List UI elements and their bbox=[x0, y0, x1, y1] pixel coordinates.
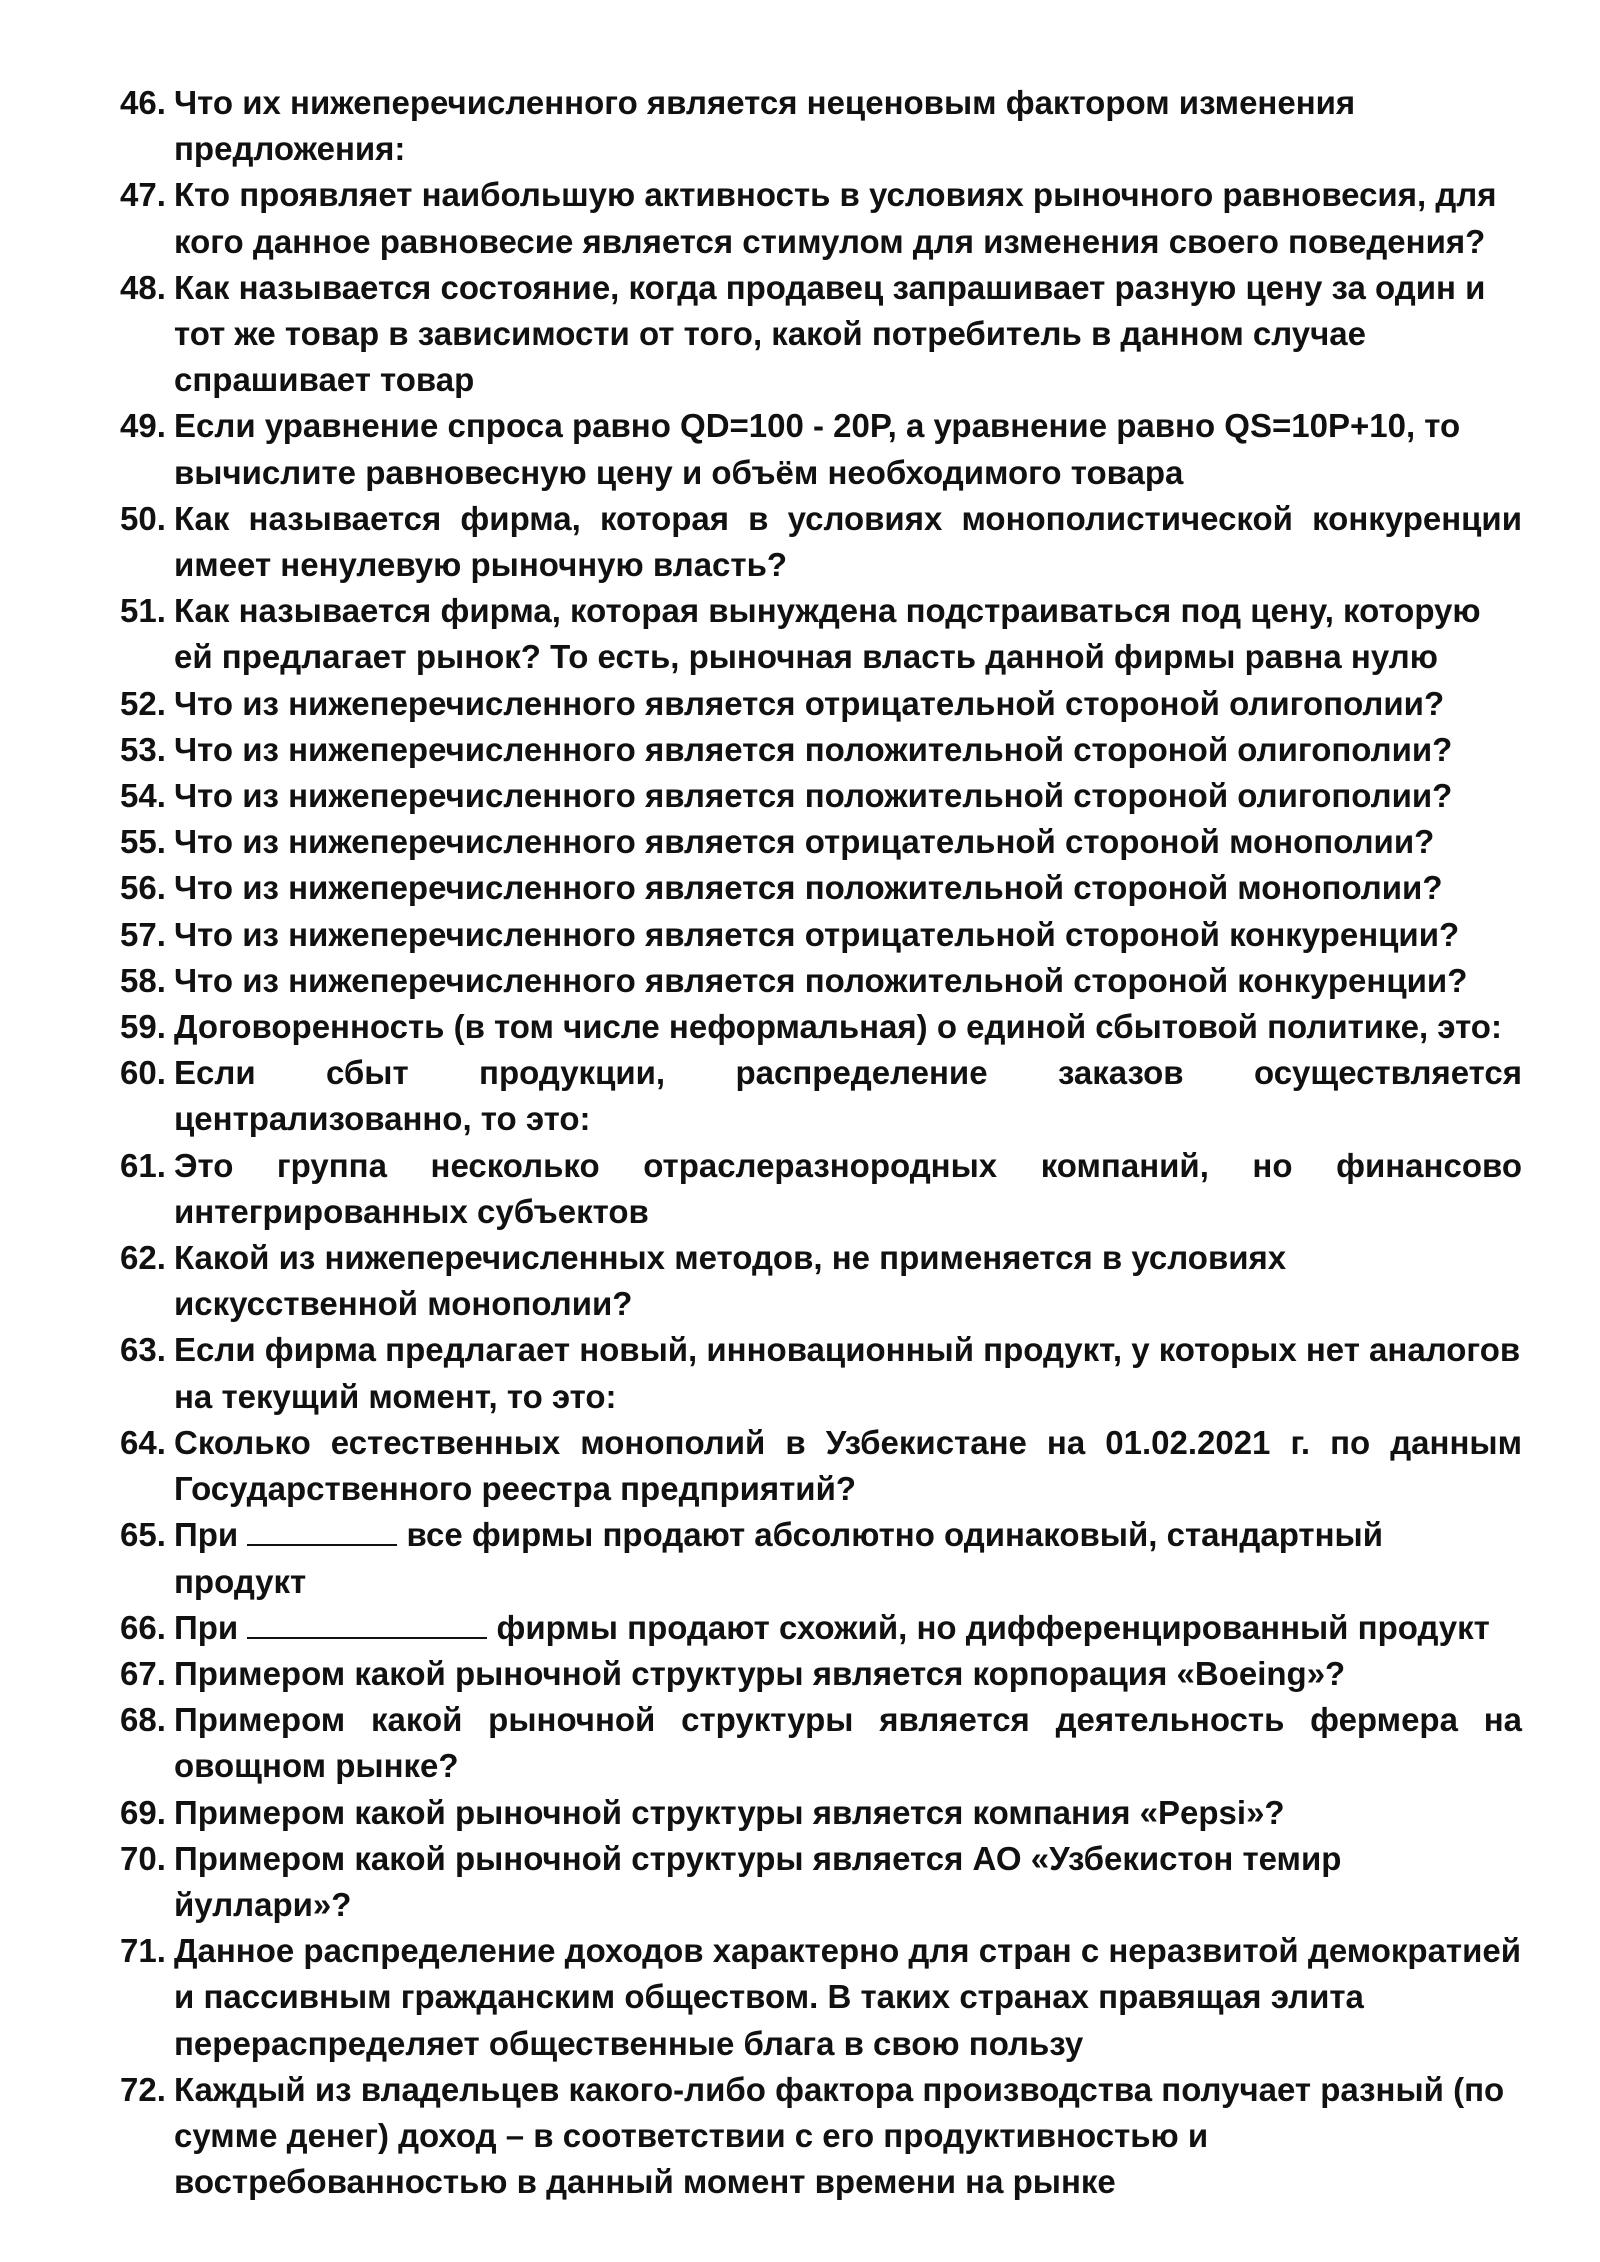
question-57 bbox=[120, 912, 1522, 958]
question-69 bbox=[120, 1790, 1522, 1836]
question-text: Что из нижеперечисленного является положительной стороной монополии? bbox=[174, 869, 1443, 907]
question-text: Если сбыт продукции, распределение заказов осуществляется централизованно, то это: bbox=[174, 1054, 1522, 1138]
question-number: 62. bbox=[120, 1239, 166, 1277]
question-number: 70. bbox=[120, 1839, 166, 1877]
question-48 bbox=[120, 265, 1522, 404]
question-text-before-blank: При bbox=[174, 1516, 239, 1554]
question-49 bbox=[120, 403, 1522, 495]
question-number: 58. bbox=[120, 961, 166, 999]
question-number: 47. bbox=[120, 176, 166, 214]
question-58 bbox=[120, 958, 1522, 1004]
question-70 bbox=[120, 1836, 1522, 1928]
question-55 bbox=[120, 819, 1522, 865]
question-72 bbox=[120, 2067, 1522, 2206]
question-text: Если фирма предлагает новый, инновационный продукт, у которых нет аналогов на текущий момент, то это: bbox=[174, 1331, 1521, 1415]
question-text: Данное распределение доходов характерно для стран с неразвитой демократией и пассивным гражданским обществом. В таких странах правящая элита перераспределяет общественные блага в свою пользу bbox=[174, 1932, 1522, 2062]
question-number: 65. bbox=[120, 1516, 166, 1554]
question-53 bbox=[120, 727, 1522, 773]
question-number: 48. bbox=[120, 268, 166, 306]
question-number: 55. bbox=[120, 823, 166, 861]
answer-blank bbox=[247, 1514, 397, 1546]
question-number: 64. bbox=[120, 1423, 166, 1461]
question-59 bbox=[120, 1004, 1522, 1050]
question-text-after-blank: все фирмы продают абсолютно одинаковый, стандартный продукт bbox=[174, 1516, 1383, 1600]
question-number: 52. bbox=[120, 684, 166, 722]
question-60 bbox=[120, 1050, 1522, 1142]
question-text: Что из нижеперечисленного является положительной стороной олигополии? bbox=[174, 730, 1453, 768]
question-text: Какой из нижеперечисленных методов, не применяется в условиях искусственной монополии? bbox=[174, 1239, 1287, 1323]
question-65 bbox=[120, 1512, 1522, 1604]
question-number: 60. bbox=[120, 1054, 166, 1092]
question-number: 67. bbox=[120, 1654, 166, 1692]
question-text: Примером какой рыночной структуры является АО «Узбекистон темир йуллари»? bbox=[174, 1839, 1342, 1923]
question-number: 53. bbox=[120, 730, 166, 768]
question-text: Что их нижеперечисленного является неценовым фактором изменения предложения: bbox=[174, 84, 1356, 168]
question-number: 49. bbox=[120, 407, 166, 445]
question-text: Как называется фирма, которая в условиях монополистической конкуренции имеет ненулевую рыночную власть? bbox=[174, 499, 1522, 584]
question-text: Примером какой рыночной структуры является корпорация «Boeing»? bbox=[174, 1654, 1346, 1692]
question-number: 56. bbox=[120, 869, 166, 907]
question-number: 50. bbox=[120, 499, 166, 537]
question-number: 72. bbox=[120, 2070, 166, 2108]
question-text: Как называется фирма, которая вынуждена подстраиваться под цену, которую ей предлагает рынок? То есть, рыночная власть данной фирмы равна нулю bbox=[174, 592, 1481, 676]
question-52 bbox=[120, 681, 1522, 727]
question-number: 69. bbox=[120, 1793, 166, 1831]
question-63 bbox=[120, 1327, 1522, 1419]
question-text: Как называется состояние, когда продавец запрашивает разную цену за один и тот же товар в зависимости от того, какой потребитель в данном случае спрашивает товар bbox=[174, 268, 1486, 399]
question-text-before-blank: При bbox=[174, 1608, 239, 1646]
question-number: 63. bbox=[120, 1331, 166, 1369]
question-text: Что из нижеперечисленного является положительной стороной олигополии? bbox=[174, 777, 1453, 815]
question-number: 57. bbox=[120, 915, 166, 953]
question-text: Это группа несколько отраслеразнородных компаний, но финансово интегрированных субъектов bbox=[174, 1146, 1522, 1230]
question-number: 68. bbox=[120, 1701, 166, 1739]
question-number: 46. bbox=[120, 84, 166, 121]
question-67 bbox=[120, 1651, 1522, 1697]
question-text: Договоренность (в том числе неформальная) о единой сбытовой политике, это: bbox=[174, 1008, 1502, 1046]
question-text: Что из нижеперечисленного является отрицательной стороной олигополии? bbox=[174, 684, 1445, 722]
question-68 bbox=[120, 1697, 1522, 1789]
question-text: Если уравнение спроса равно QD=100 - 20P, а уравнение равно QS=10P+10, то вычислите равновесную цену и объём необходимого товара bbox=[174, 407, 1461, 491]
question-number: 71. bbox=[120, 1932, 166, 1970]
question-71 bbox=[120, 1928, 1522, 2067]
question-51 bbox=[120, 588, 1522, 680]
question-number: 51. bbox=[120, 592, 166, 630]
question-text: Кто проявляет наибольшую активность в условиях рыночного равновесия, для кого данное равновесие является стимулом для изменения своего поведения? bbox=[174, 176, 1497, 260]
question-text: Что из нижеперечисленного является отрицательной стороной конкуренции? bbox=[174, 915, 1460, 953]
question-text: Что из нижеперечисленного является положительной стороной конкуренции? bbox=[174, 961, 1468, 999]
question-number: 66. bbox=[120, 1608, 166, 1646]
question-54 bbox=[120, 773, 1522, 819]
question-text: Примером какой рыночной структуры является компания «Pepsi»? bbox=[174, 1793, 1285, 1831]
question-text: Что из нижеперечисленного является отрицательной стороной монополии? bbox=[174, 823, 1435, 861]
question-number: 54. bbox=[120, 777, 166, 815]
question-62 bbox=[120, 1235, 1522, 1327]
question-number: 61. bbox=[120, 1146, 166, 1184]
question-50 bbox=[120, 496, 1522, 588]
question-text: Примером какой рыночной структуры является деятельность фермера на овощном рынке? bbox=[174, 1701, 1522, 1785]
question-56 bbox=[120, 865, 1522, 911]
question-text-after-blank: фирмы продают схожий, но дифференцированный продукт bbox=[496, 1608, 1490, 1646]
question-66 bbox=[120, 1605, 1522, 1651]
question-text: Сколько естественных монополий в Узбекистане на 01.02.2021 г. по данным Государственного реестра предприятий? bbox=[174, 1423, 1522, 1508]
question-46 bbox=[120, 80, 1522, 172]
question-47 bbox=[120, 172, 1522, 264]
question-list bbox=[120, 80, 1522, 2205]
question-61 bbox=[120, 1143, 1522, 1235]
question-64 bbox=[120, 1420, 1522, 1512]
answer-blank bbox=[247, 1607, 487, 1639]
question-text: Каждый из владельцев какого-либо фактора производства получает разный (по сумме денег) доход – в соответствии с его продуктивностью и востребованностью в данный момент времени на рынке bbox=[174, 2070, 1505, 2201]
question-number: 59. bbox=[120, 1008, 166, 1046]
